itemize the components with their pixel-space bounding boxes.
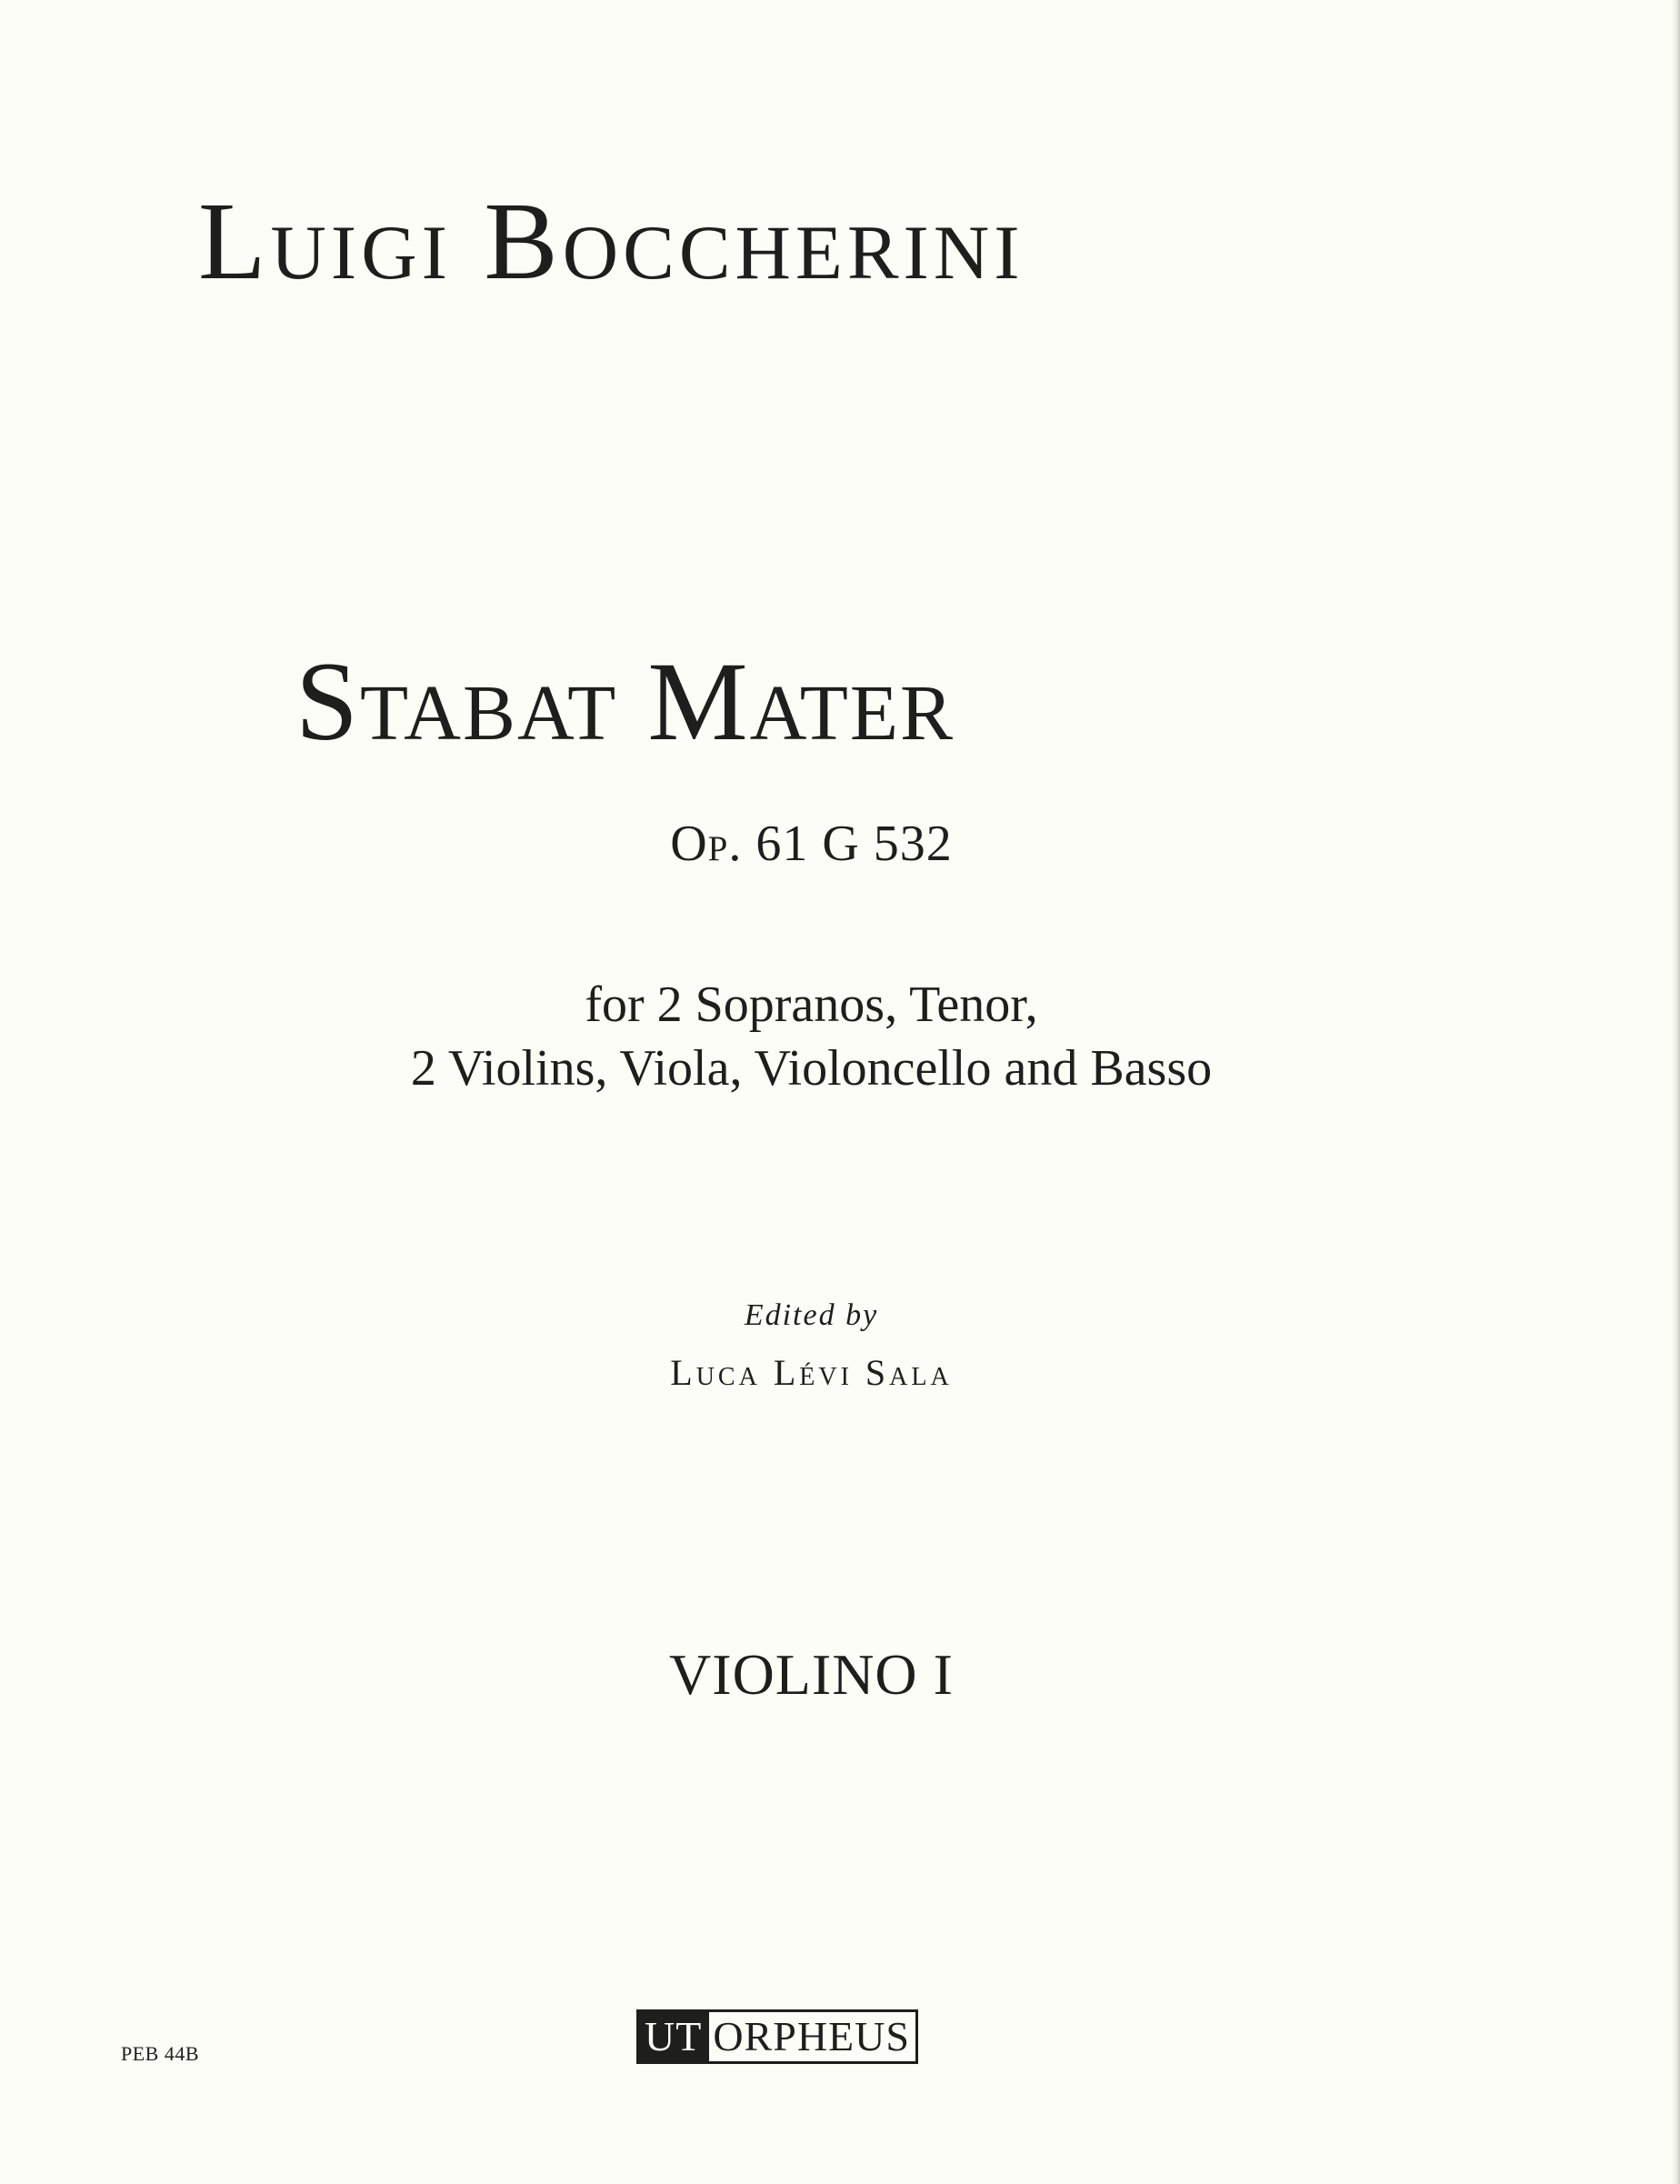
- edited-by-label: Edited by: [744, 1298, 879, 1332]
- scoring: [0, 973, 1623, 1100]
- composer-name: Luigi Boccherini: [198, 180, 1025, 303]
- page-edge: [1671, 0, 1680, 2184]
- work-title: Stabat Mater: [295, 639, 955, 764]
- publisher-logo-orpheus: ORPHEUS: [713, 2013, 910, 2059]
- scoring-line: for 2 Sopranos, Tenor,: [585, 977, 1038, 1033]
- publisher-catalog-code: PEB 44B: [121, 2042, 200, 2065]
- opus-catalog-number: Op. 61 G 532: [670, 816, 953, 872]
- part-name: VIOLINO I: [669, 1642, 954, 1707]
- editor-name: Luca Lévi Sala: [670, 1352, 953, 1393]
- scoring-line: 2 Violins, Viola, Violoncello and Basso: [410, 1040, 1213, 1097]
- publisher-logo: [636, 2009, 918, 2064]
- publisher-logo-ut: UT: [639, 2012, 709, 2061]
